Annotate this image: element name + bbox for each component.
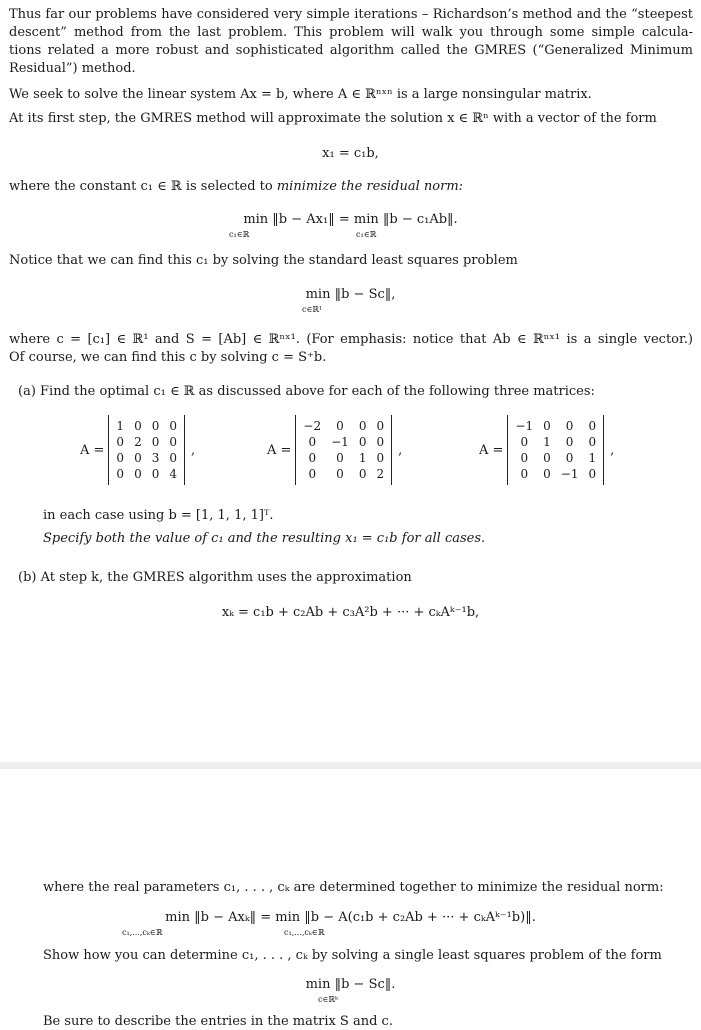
matrix-entry: 0 <box>169 451 177 465</box>
equation-least-squares: min ‖b − Sc‖, <box>305 287 396 302</box>
matrix-entry: 0 <box>543 451 551 465</box>
matrix-entry: 3 <box>151 451 160 465</box>
matrix-3-label: A = <box>479 442 504 458</box>
matrix-entry: 0 <box>543 419 551 433</box>
equation-least-squares-k: min ‖b − Sc‖. <box>305 977 396 992</box>
equation-least-squares-sub: c∈ℝ¹ <box>302 305 323 314</box>
matrix-2 <box>267 415 402 485</box>
matrix-3-brackets <box>507 415 604 485</box>
matrix-1-brackets <box>108 415 185 485</box>
part-a-heading: (a) Find the optimal c₁ ∈ ℝ as discussed above for each of the following three matrices: <box>18 384 595 399</box>
paragraph-constant-emphasis: minimize the residual norm: <box>276 179 464 194</box>
paragraph-constant <box>9 178 463 195</box>
equation-min-residual-k-sub-2: c₁,...,cₖ∈ℝ <box>284 928 325 937</box>
matrix-entry: 0 <box>169 419 177 433</box>
intro-line-3: tions related a more robust and sophisticated algorithm called the GMRES (“Generalized Minimum <box>9 43 693 58</box>
matrix-entry: 0 <box>565 419 574 433</box>
matrix-entry: 0 <box>358 467 367 481</box>
matrix-entry: 0 <box>358 419 367 433</box>
equation-min-sub-2: c₁∈ℝ <box>356 230 377 239</box>
matrix-entry: 0 <box>520 435 529 449</box>
matrix-entry: −1 <box>560 467 579 481</box>
matrix-1-comma: , <box>190 442 196 458</box>
matrix-entry: 0 <box>151 435 160 449</box>
matrix-entry: 0 <box>565 451 574 465</box>
part-a-vector-b: in each case using b = [1, 1, 1, 1]ᵀ. <box>43 508 274 523</box>
matrix-entry: 0 <box>376 435 385 449</box>
equation-x1: x₁ = c₁b, <box>322 146 379 161</box>
matrix-entry: 0 <box>308 451 317 465</box>
intro-line-2: descent” method from the last problem. This problem will walk you through some simple calcula- <box>9 25 693 40</box>
matrix-entry: 0 <box>565 435 574 449</box>
matrix-entry: 0 <box>376 451 385 465</box>
matrix-entry: 2 <box>134 435 142 449</box>
matrix-3-table <box>510 418 601 482</box>
matrix-entry: 0 <box>588 435 597 449</box>
matrix-entry: 0 <box>134 451 142 465</box>
matrix-entry: 0 <box>336 467 344 481</box>
matrix-2-brackets <box>295 415 392 485</box>
matrix-entry: −1 <box>515 419 534 433</box>
matrix-entry: 4 <box>169 467 177 481</box>
part-b-heading: (b) At step k, the GMRES algorithm uses the approximation <box>18 570 412 585</box>
paragraph-first-step: At its first step, the GMRES method will approximate the solution x ∈ ℝⁿ with a vector of the form <box>9 111 657 126</box>
matrix-1-label: A = <box>80 442 105 458</box>
matrix-entry: −2 <box>303 419 322 433</box>
matrix-entry: 0 <box>588 467 597 481</box>
matrix-entry: 0 <box>336 451 344 465</box>
matrix-entry: 1 <box>543 435 551 449</box>
matrix-entry: 0 <box>543 467 551 481</box>
matrix-entry: 0 <box>169 435 177 449</box>
paragraph-notice: Notice that we can find this c₁ by solving the standard least squares problem <box>9 253 518 268</box>
paragraph-describe-entries: Be sure to describe the entries in the matrix S and c. <box>43 1014 393 1029</box>
paragraph-show-how: Show how you can determine c₁, . . . , cₖ by solving a single least squares problem of the form <box>43 948 662 963</box>
equation-min-residual <box>0 211 701 228</box>
equation-min-sub-1: c₁∈ℝ <box>229 230 250 239</box>
matrix-entry: 0 <box>308 435 317 449</box>
paragraph-real-parameters: where the real parameters c₁, . . . , cₖ are determined together to minimize the residual norm: <box>43 880 664 895</box>
paragraph-linear-system: We seek to solve the linear system Ax = b, where A ∈ ℝⁿˣⁿ is a large nonsingular matrix. <box>9 87 592 102</box>
matrix-entry: 0 <box>588 419 597 433</box>
equation-xk: xₖ = c₁b + c₂Ab + c₃A²b + ··· + cₖAᵏ⁻¹b, <box>221 605 480 620</box>
paragraph-constant-text: where the constant c₁ ∈ ℝ is selected to <box>9 179 277 194</box>
page-break-band <box>0 762 701 769</box>
matrix-entry: 0 <box>308 467 317 481</box>
matrix-entry: 0 <box>134 467 142 481</box>
matrix-entry: 0 <box>116 435 125 449</box>
equation-min-residual-k-sub-1: c₁,...,cₖ∈ℝ <box>122 928 163 937</box>
equation-min-residual-text: min ‖b − Ax₁‖ = min ‖b − c₁Ab‖. <box>243 212 458 227</box>
matrix-entry: 0 <box>520 451 529 465</box>
matrix-2-label: A = <box>267 442 292 458</box>
matrix-entry: 0 <box>134 419 142 433</box>
equation-least-squares-k-sub: c∈ℝᵏ <box>318 995 338 1004</box>
matrix-3-comma: , <box>610 442 615 458</box>
matrix-entry: 0 <box>151 467 160 481</box>
intro-line-4: Residual”) method. <box>9 61 136 76</box>
matrix-1-table <box>111 418 182 482</box>
matrix-entry: 0 <box>336 419 344 433</box>
matrix-entry: 0 <box>116 467 125 481</box>
matrix-entry: 1 <box>116 419 125 433</box>
matrix-entry: 0 <box>116 451 125 465</box>
matrix-1 <box>80 415 195 485</box>
intro-line-1: Thus far our problems have considered very simple iterations – Richardson’s method and the “steepest <box>9 7 693 22</box>
matrix-entry: 0 <box>520 467 529 481</box>
matrix-2-comma: , <box>398 442 403 458</box>
paragraph-where-c: where c = [c₁] ∈ ℝ¹ and S = [Ab] ∈ ℝⁿˣ¹. (For emphasis: notice that Ab ∈ ℝⁿˣ¹ is a single vector.) <box>9 332 693 347</box>
matrix-entry: 1 <box>588 451 597 465</box>
matrix-3 <box>479 415 614 485</box>
part-a-specify: Specify both the value of c₁ and the resulting x₁ = c₁b for all cases. <box>43 531 486 546</box>
matrix-2-table <box>298 418 389 482</box>
matrix-entry: 0 <box>151 419 160 433</box>
matrix-entry: 0 <box>358 435 367 449</box>
paragraph-pseudoinverse: Of course, we can find this c by solving c = S⁺b. <box>9 350 327 365</box>
matrix-entry: 1 <box>358 451 367 465</box>
matrix-entry: 0 <box>376 419 385 433</box>
matrix-entry: 2 <box>376 467 385 481</box>
matrix-entry: −1 <box>331 435 349 449</box>
equation-min-residual-k: min ‖b − Axₖ‖ = min ‖b − A(c₁b + c₂Ab + ··· + cₖAᵏ⁻¹b)‖. <box>165 910 536 925</box>
